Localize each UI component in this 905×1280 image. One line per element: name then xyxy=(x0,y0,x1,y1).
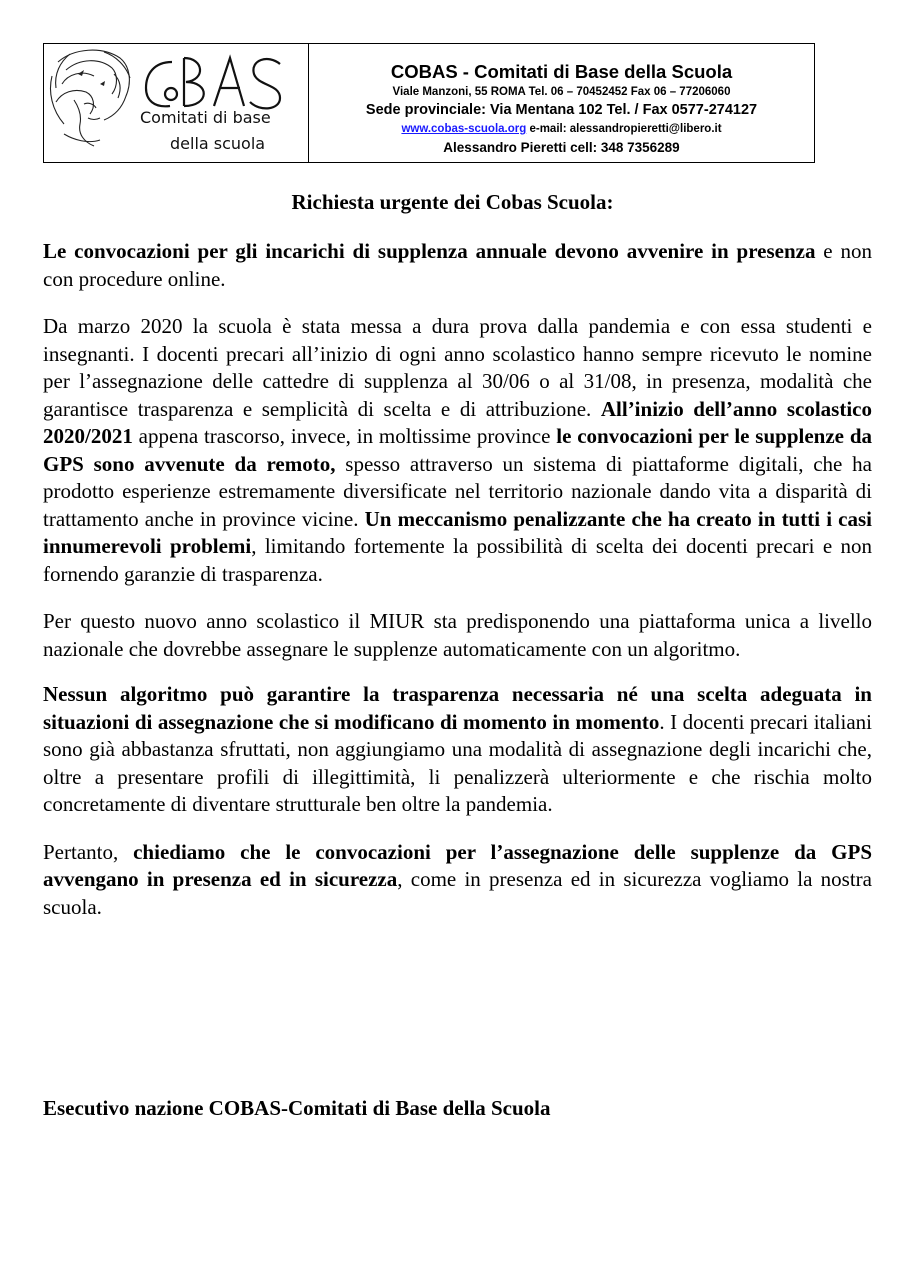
letterhead xyxy=(43,43,815,163)
signature: Esecutivo nazione COBAS-Comitati di Base della Scuola xyxy=(43,1096,551,1120)
cobas-logo xyxy=(44,44,309,162)
p2-bold-b: All’inizio dell’anno scolastico 2020/2021 xyxy=(43,396,873,448)
org-name: COBAS - Comitati di Base della Scuola xyxy=(390,61,733,82)
website-link[interactable]: www.cobas-scuola.org xyxy=(401,123,527,135)
org-address: Viale Manzoni, 55 ROMA Tel. 06 – 70452452 Fax 06 – 77206060 xyxy=(392,86,731,98)
p5-bold: chiediamo che le convocazioni per l’assegnazione delle supplenze da GPS avvengano in presenza ed in sicurezza xyxy=(43,839,873,891)
p2-text-c: appena trascorso, invece, in moltissime province xyxy=(132,424,557,448)
logo-subtitle-line2: della scuola xyxy=(170,134,266,153)
org-sede: Sede provinciale: Via Mentana 102 Tel. / Fax 0577-274127 xyxy=(365,102,758,118)
document-body xyxy=(43,238,872,941)
paragraph-1 xyxy=(43,238,872,293)
p1-bold: Le convocazioni per gli incarichi di supplenza annuale devono avvenire in presenza xyxy=(43,239,816,263)
logo-subtitle-line1: Comitati di base xyxy=(140,108,271,127)
paragraph-5 xyxy=(43,839,872,922)
p2-text-e: spesso attraverso un sistema di piattaforme digitali, che ha prodotto esperienze estremamente diversificate nel territorio nazionale dando vita a disparità di trattamento anche in province vicine. xyxy=(43,451,872,531)
p2-bold-f: Un meccanismo penalizzante che ha creato in tutti i casi innumerevoli problemi xyxy=(43,506,872,558)
p4-bold: Nessun algoritmo può garantire la trasparenza necessaria né una scelta adeguata in situazioni di assegnazione che si modificano di momento in momento xyxy=(43,682,872,734)
document-title: Richiesta urgente dei Cobas Scuola: xyxy=(291,190,614,214)
letterhead-contacts xyxy=(309,44,814,162)
p2-text-a: Da marzo 2020 la scuola è stata messa a dura prova dalla pandemia e con essa studenti e insegnanti. I docenti precari all’inizio di ogni anno scolastico hanno sempre ricevuto le nomine per l’assegnazione delle cattedre di supplenza al 30/06 o al 31/08, in presenza, modalità che garantisce trasparenza e semplicità di scelta e di attribuzione. xyxy=(43,314,872,421)
web-email-line xyxy=(309,120,814,138)
paragraph-4 xyxy=(43,681,872,819)
contact-person: Alessandro Pieretti cell: 348 7356289 xyxy=(443,140,680,155)
p1-text: e non con procedure online. xyxy=(43,239,872,291)
email-text: e-mail: alessandropieretti@libero.it xyxy=(529,123,722,135)
p2-text-g: , limitando fortemente la possibilità di scelta dei docenti precari e non fornendo garanzie di trasparenza. xyxy=(43,534,872,586)
p5-text-a: Pertanto, xyxy=(43,839,134,864)
p5-text: , come in presenza ed in sicurezza vogliamo la nostra scuola. xyxy=(43,867,872,919)
p2-bold-d: le convocazioni per le supplenze da GPS sono avvenute da remoto, xyxy=(43,424,873,476)
paragraph-3: Per questo nuovo anno scolastico il MIUR sta predisponendo una piattaforma unica a livello nazionale che dovrebbe assegnare le supplenze automaticamente con un algoritmo. xyxy=(43,609,872,661)
paragraph-2 xyxy=(43,313,872,588)
p4-text: . I docenti precari italiani sono già abbastanza sfruttati, non aggiungiamo una modalità di assegnazione degli incarichi che, oltre a presentare profili di illegittimità, li penalizzerà ulteriormente e che rischia molto concretamente di diventare strutturale ben oltre la pandemia. xyxy=(43,709,873,816)
